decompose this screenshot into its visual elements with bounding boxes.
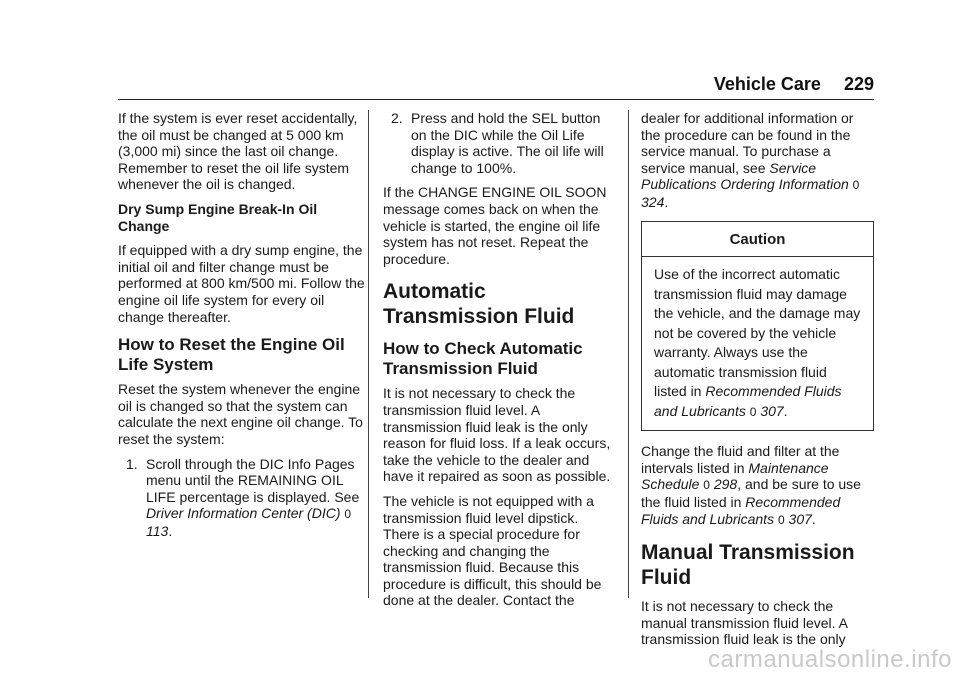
paragraph: Reset the system whenever the engine oil is changed so that the system can calculate the next engine oil change. To reset the system: bbox=[118, 381, 363, 447]
paragraph-text: , and be sure to use the fluid listed in bbox=[641, 476, 861, 510]
cross-reference-link[interactable]: Recommended Fluids and Lubricants bbox=[641, 493, 841, 527]
main-heading: Automatic Transmission Fluid bbox=[383, 280, 575, 329]
page-ref[interactable]: 324 bbox=[641, 193, 665, 210]
punctuation: . bbox=[811, 510, 816, 527]
page-ref-icon: 0 bbox=[852, 178, 860, 193]
cross-reference-link[interactable]: Recommended Fluids and Lubricants bbox=[654, 383, 842, 419]
page-ref-icon: 0 bbox=[344, 507, 352, 522]
subheading: Dry Sump Engine Break-In Oil Change bbox=[118, 200, 318, 234]
paragraph: It is not necessary to check the transmission fluid level. A transmission fluid leak is the only reason for fluid loss. If a leak occurs, take the vehicle to the dealer and have it repaired as soon as possible. bbox=[383, 385, 611, 485]
column-divider bbox=[628, 110, 629, 598]
page-ref-icon: 0 bbox=[703, 478, 710, 493]
list-item bbox=[118, 456, 366, 540]
section-heading: How to Check Automatic Transmission Fluid bbox=[383, 339, 583, 379]
column-divider bbox=[368, 110, 369, 598]
page-ref-icon: 0 bbox=[777, 512, 785, 527]
cross-reference-link[interactable]: Driver Information Center (DIC) bbox=[146, 505, 341, 522]
cross-reference-link[interactable]: Maintenance Schedule bbox=[641, 459, 829, 493]
step-text: Scroll through the DIC Info Pages menu until the REMAINING OIL LIFE percentage is displayed. See bbox=[146, 455, 360, 505]
page-ref[interactable]: 307 bbox=[760, 402, 784, 419]
main-heading: Manual Transmission Fluid bbox=[641, 541, 855, 590]
paragraph: It is not necessary to check the manual transmission fluid level. A transmission fluid leak is the only bbox=[641, 598, 848, 648]
page-ref[interactable]: 307 bbox=[788, 510, 812, 527]
header-rule bbox=[118, 99, 874, 100]
cross-reference-link[interactable]: Service Publications Ordering Information bbox=[641, 159, 849, 193]
paragraph: If equipped with a dry sump engine, the initial oil and filter change must be performed at 800 km/500 mi. Follow the engine oil life system for every oil change thereafter. bbox=[118, 242, 365, 325]
column-left bbox=[118, 110, 366, 547]
page-ref[interactable]: 113 bbox=[146, 522, 169, 539]
page-ref[interactable]: 298 bbox=[713, 476, 738, 493]
watermark: carmanualsonline.info bbox=[708, 646, 952, 673]
step-number: 1. bbox=[126, 455, 138, 472]
caution-body bbox=[642, 257, 873, 422]
step-text: Press and hold the SEL button on the DIC while the Oil Life display is active. The oil life will change to 100%. bbox=[411, 110, 604, 176]
list-item bbox=[383, 110, 615, 176]
column-middle bbox=[383, 110, 615, 617]
section-heading: How to Reset the Engine Oil Life System bbox=[118, 335, 345, 375]
column-right bbox=[641, 110, 874, 656]
paragraph bbox=[641, 110, 874, 211]
caution-text: Use of the incorrect automatic transmission fluid may damage the vehicle, and the damage may not be covered by the vehicle warranty. Always use the automatic transmission fluid listed in bbox=[654, 266, 861, 400]
page-number: 229 bbox=[843, 74, 874, 94]
section-title: Vehicle Care bbox=[713, 74, 821, 94]
paragraph: If the system is ever reset accidentally, the oil must be changed at 5 000 km (3,000 mi) since the last oil change. Remember to reset the oil life system whenever the oil is changed. bbox=[118, 110, 358, 193]
punctuation: . bbox=[664, 193, 669, 210]
caution-box bbox=[641, 221, 874, 432]
page-header bbox=[714, 74, 874, 95]
paragraph bbox=[641, 443, 874, 528]
paragraph-text: Change the fluid and filter at the intervals listed in bbox=[641, 443, 840, 476]
paragraph: If the CHANGE ENGINE OIL SOON message comes back on when the vehicle is started, the engine oil life system has not reset. Repeat the procedure. bbox=[383, 184, 607, 267]
punctuation: . bbox=[168, 522, 173, 539]
page-ref-icon: 0 bbox=[749, 404, 757, 419]
caution-title: Caution bbox=[642, 222, 873, 258]
step-number: 2. bbox=[391, 110, 403, 126]
paragraph: The vehicle is not equipped with a transmission fluid level dipstick. There is a special procedure for checking and changing the transmission fluid. Because this procedure is difficult, this should be done at the dealer. Contact the bbox=[383, 492, 602, 609]
punctuation: . bbox=[783, 402, 788, 419]
paragraph-text: dealer for additional information or the procedure can be found in the service manual. To purchase a service manual, see bbox=[641, 110, 854, 176]
